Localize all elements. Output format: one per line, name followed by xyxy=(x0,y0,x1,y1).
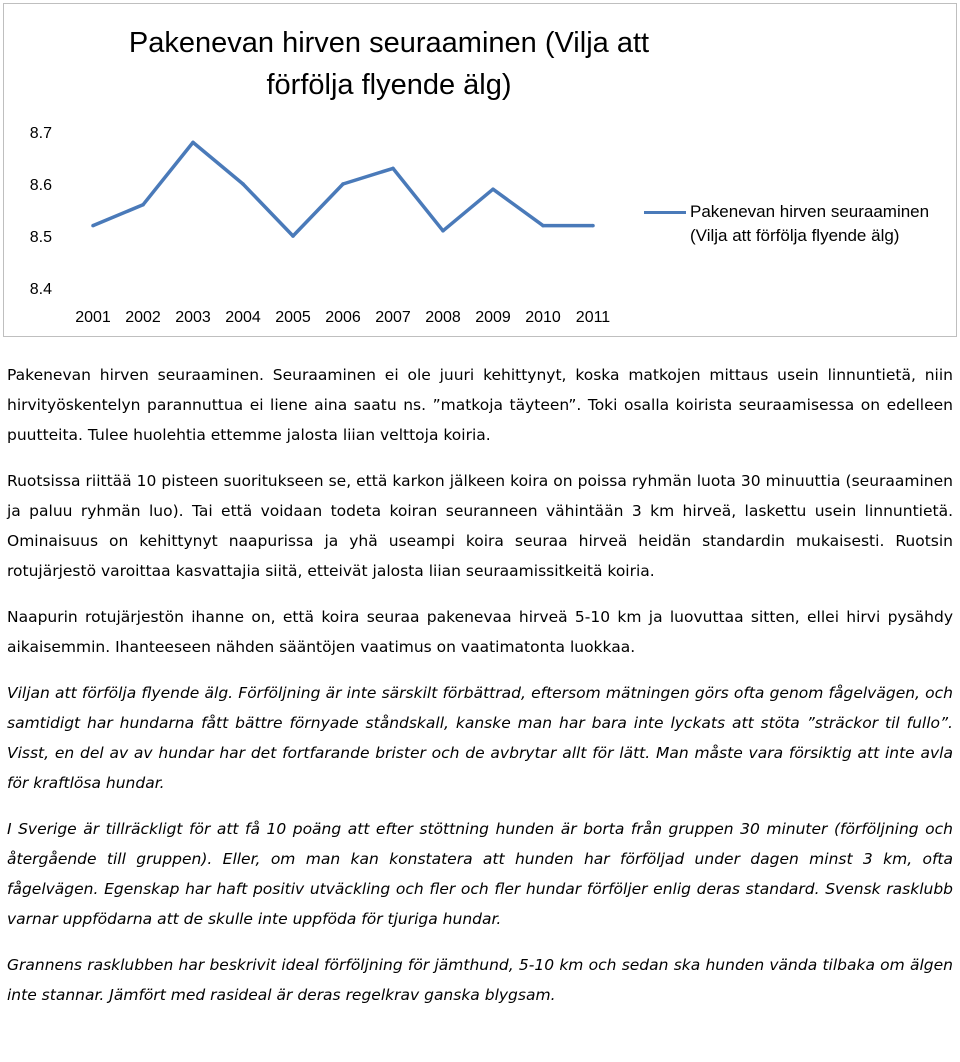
data-point xyxy=(591,224,595,228)
data-point xyxy=(491,187,495,191)
data-point xyxy=(291,234,295,238)
x-tick-label: 2011 xyxy=(575,309,611,326)
x-tick-label: 2008 xyxy=(425,309,461,326)
y-tick-label: 8.6 xyxy=(29,177,52,194)
legend-label: Pakenevan hirven seuraaminen (Vilja att förfölja flyende älg) xyxy=(690,202,930,245)
legend-line-marker xyxy=(644,211,686,214)
x-tick-label: 2001 xyxy=(75,309,111,326)
x-tick-label: 2002 xyxy=(125,309,161,326)
paragraph-fi-1: Pakenevan hirven seuraaminen. Seuraaminen ei ole juuri kehittynyt, koska matkojen mittaus usein linnuntietä, niin hirvityöskentelyn parannuttua ei liene aina saatu ns. ”matkoja täyteen”. Toki osalla koirista seuraamisessa on edelleen puutteita. Tulee huolehtia ettemme jalosta liian velttoja koiria. xyxy=(7,366,953,444)
data-point xyxy=(341,182,345,186)
paragraph-sv-1: Viljan att förfölja flyende älg. Förföljning är inte särskilt förbättrad, eftersom mätningen görs ofta genom fågelvägen, och samtidigt har hundarna fått bättre förnyade ståndskall, kanske man har bara inte lyckats att stöta ”sträckor til fullo”. Visst, en del av av hundar har det fortfarande brister och de avbrytar allt för lätt. Man måste vara försiktig att inte avla för kraftlösa hundar. xyxy=(7,684,953,792)
paragraph-fi-3: Naapurin rotujärjestön ihanne on, että koira seuraa pakenevaa hirveä 5-10 km ja luovuttaa sitten, ellei hirvi pysähdy aikaisemmin. Ihanteeseen nähden sääntöjen vaatimus on vaatimatonta luokkaa. xyxy=(7,608,953,656)
x-tick-label: 2010 xyxy=(525,309,561,326)
data-point xyxy=(241,182,245,186)
x-tick-label: 2003 xyxy=(175,309,211,326)
chart-legend xyxy=(644,200,954,252)
data-point xyxy=(141,203,145,207)
x-tick-label: 2009 xyxy=(475,309,511,326)
y-tick-label: 8.7 xyxy=(29,125,52,142)
data-point xyxy=(441,229,445,233)
paragraph-fi-2: Ruotsissa riittää 10 pisteen suoritukseen se, että karkon jälkeen koira on poissa ryhmän luota 30 minuuttia (seuraaminen ja paluu ryhmän luo). Tai että voidaan todeta koiran seuranneen vähintään 3 km hirveä, laskettu usein linnuntietä. Ominaisuus on kehittynyt naapurissa ja yhä useampi koira seuraa hirveä heidän standardin mukaisesti. Ruotsin rotujärjestö varoittaa kasvattajia siitä, etteivät jalosta liian seuraamissitkeitä koiria. xyxy=(7,472,953,580)
data-point xyxy=(191,141,195,145)
paragraph-sv-2: I Sverige är tillräckligt för att få 10 poäng att efter stöttning hunden är borta från gruppen 30 minuter (förföljning och återgående till gruppen). Eller, om man kan konstatera att hunden har förföljad under dagen minst 3 km, ofta fågelvägen. Egenskap har haft positiv utväckling och fler och fler hundar förföljer enlig deras standard. Svensk rasklubb varnar uppfödarna att de skulle inte uppföda för tjuriga hundar. xyxy=(7,820,953,928)
x-tick-label: 2007 xyxy=(375,309,411,326)
paragraph-sv-3: Grannens rasklubben har beskrivit ideal förföljning för jämthund, 5-10 km och sedan ska hunden vända tilbaka om älgen inte stannar. Jämfört med rasideal är deras regelkrav ganska blygsam. xyxy=(7,956,953,1004)
document-body xyxy=(7,360,953,1026)
y-tick-label: 8.4 xyxy=(29,281,52,298)
y-tick-label: 8.5 xyxy=(29,229,52,246)
x-tick-label: 2005 xyxy=(275,309,311,326)
x-tick-label: 2006 xyxy=(325,309,361,326)
data-point xyxy=(541,224,545,228)
x-tick-label: 2004 xyxy=(225,309,261,326)
data-point xyxy=(391,167,395,171)
chart-container xyxy=(3,3,957,337)
data-point xyxy=(91,224,95,228)
chart-title: Pakenevan hirven seuraaminen (Vilja att förfölja flyende älg) xyxy=(128,27,650,101)
series-line xyxy=(93,142,593,236)
